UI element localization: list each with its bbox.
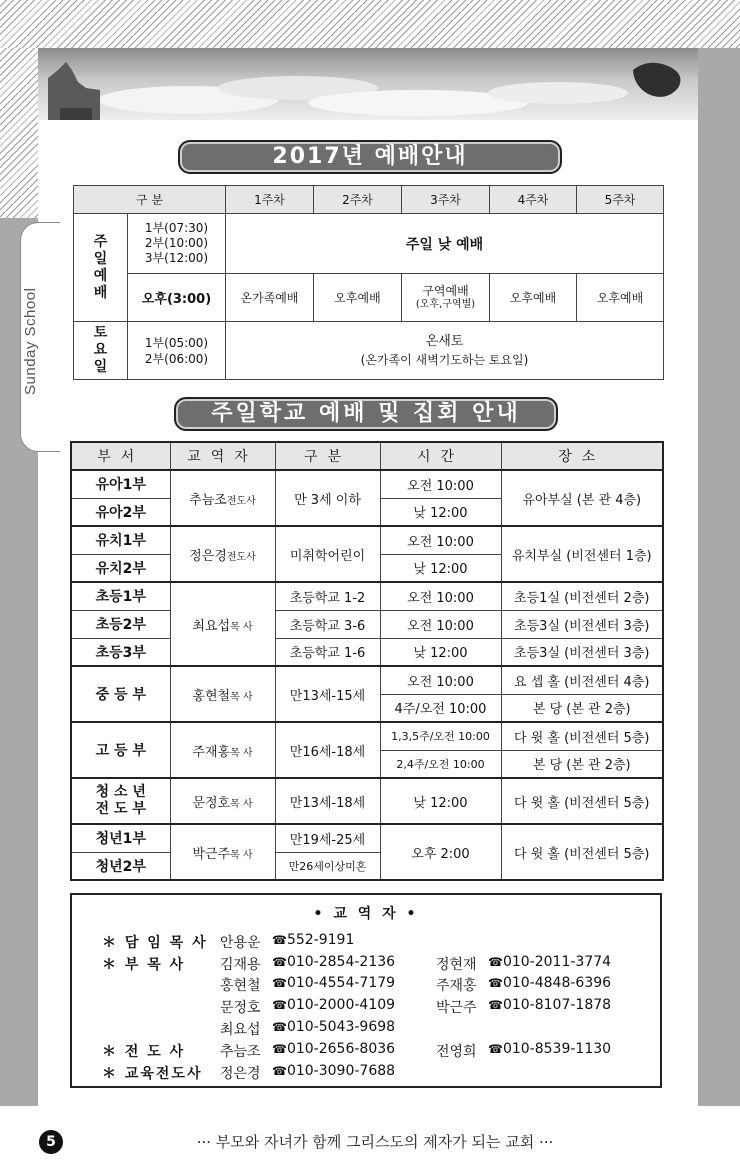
header-cell: 구 분	[74, 186, 226, 214]
staff-name: 주재홍	[436, 978, 477, 994]
place-cell: 다 윗 홀 (비전센터 5층)	[501, 722, 663, 750]
staff-row	[72, 975, 660, 997]
header-cell: 3주차	[402, 186, 490, 214]
staff-row	[72, 1063, 660, 1085]
table-row	[71, 610, 663, 638]
phone-icon: ☎	[272, 1020, 287, 1034]
place-cell: 초등3실 (비전센터 3층)	[501, 610, 663, 638]
side-label	[22, 359, 39, 395]
evening-cell: 온가족예배	[226, 274, 314, 322]
evening-time: 오후(3:00)	[128, 274, 226, 322]
dept-cell: 초등2부	[71, 610, 170, 638]
staff-row	[72, 1019, 660, 1041]
time-cell: 오전 10:00	[380, 582, 501, 610]
staff-phone: ☎010-8539-1130	[488, 1041, 612, 1057]
banner-clouds-illustration	[38, 48, 698, 120]
table-header-row	[74, 186, 664, 214]
header-cell: 2주차	[314, 186, 402, 214]
phone-icon: ☎	[272, 955, 287, 969]
place-cell: 요 셉 홀 (비전센터 4층)	[501, 666, 663, 694]
age-cell: 초등학교 3-6	[275, 610, 380, 638]
phone-icon: ☎	[488, 955, 503, 969]
staff-phone: ☎010-5043-9698	[272, 1019, 396, 1035]
staff-phone: ☎010-2656-8036	[272, 1041, 396, 1057]
table-row	[71, 638, 663, 666]
staff-row	[72, 1041, 660, 1063]
header-banner-image	[38, 48, 698, 120]
place-cell: 다 윗 홀 (비전센터 5층)	[501, 824, 663, 880]
dept-cell: 청년1부	[71, 824, 170, 852]
header-cell: 시간	[380, 442, 501, 470]
sunday-times: 1부(07:30) 2부(10:00) 3부(12:00)	[128, 214, 226, 274]
header-cell: 교역자	[170, 442, 275, 470]
dept-cell: 중 등 부	[71, 666, 170, 722]
place-cell: 유아부실 (본 관 4층)	[501, 470, 663, 526]
time-cell: 4주/오전 10:00	[380, 694, 501, 722]
footer-slogan: ··· 부모와 자녀가 함께 그리스도의 제자가 되는 교회 ···	[196, 1133, 554, 1151]
staff-row	[72, 932, 660, 954]
evening-cell: 오후예배	[577, 274, 664, 322]
time-cell: 낮 12:00	[380, 498, 501, 526]
dept-cell: 유치2부	[71, 554, 170, 582]
dept-cell: 고 등 부	[71, 722, 170, 778]
saturday-service: 온새토 (온가족이 새벽기도하는 토요일)	[226, 322, 664, 380]
sunday-school-table	[70, 441, 664, 881]
staff-name: 최요섭	[220, 1022, 261, 1038]
age-cell: 만 3세 이하	[275, 470, 380, 526]
time-cell: 낮 12:00	[380, 638, 501, 666]
staff-name: 정현재	[436, 957, 477, 973]
phone-icon: ☎	[272, 933, 287, 947]
time-cell: 오전 10:00	[380, 470, 501, 498]
time-cell: 오전 10:00	[380, 610, 501, 638]
table-row	[74, 274, 664, 322]
dept-cell: 초등3부	[71, 638, 170, 666]
time-cell: 오전 10:00	[380, 666, 501, 694]
time-cell: 낮 12:00	[380, 778, 501, 824]
time-cell: 2,4주/오전 10:00	[380, 750, 501, 778]
staff-phone: ☎010-2854-2136	[272, 954, 396, 970]
time-cell: 오후 2:00	[380, 824, 501, 880]
staff-name: 문정호	[220, 1000, 261, 1016]
table-row	[74, 214, 664, 274]
phone-icon: ☎	[488, 1042, 503, 1056]
table-row	[71, 470, 663, 498]
phone-icon: ☎	[272, 1042, 287, 1056]
dept-cell: 청년2부	[71, 852, 170, 880]
dept-cell: 초등1부	[71, 582, 170, 610]
place-cell: 유치부실 (비전센터 1층)	[501, 526, 663, 582]
staff-row	[72, 954, 660, 976]
teacher-cell: 주재홍목 사	[170, 722, 275, 778]
saturday-times: 1부(05:00) 2부(06:00)	[128, 322, 226, 380]
teacher-cell: 박근주목 사	[170, 824, 275, 880]
place-cell: 다 윗 홀 (비전센터 5층)	[501, 778, 663, 824]
phone-icon: ☎	[488, 976, 503, 990]
age-cell: 미취학어린이	[275, 526, 380, 582]
age-cell: 만19세-25세	[275, 824, 380, 852]
phone-icon: ☎	[272, 976, 287, 990]
phone-icon: ☎	[272, 1064, 287, 1078]
age-cell: 초등학교 1-6	[275, 638, 380, 666]
staff-phone: ☎552-9191	[272, 932, 355, 948]
phone-icon: ☎	[272, 998, 287, 1012]
time-cell: 오전 10:00	[380, 526, 501, 554]
staff-name: 홍현철	[220, 978, 261, 994]
place-cell: 본 당 (본 관 2층)	[501, 750, 663, 778]
time-cell: 1,3,5주/오전 10:00	[380, 722, 501, 750]
staff-name: 박근주	[436, 1000, 477, 1016]
dept-cell: 청 소 년 전 도 부	[71, 778, 170, 824]
staff-phone: ☎010-8107-1878	[488, 997, 612, 1013]
left-hatch-pattern	[0, 48, 38, 218]
header-cell: 1주차	[226, 186, 314, 214]
staff-row	[72, 997, 660, 1019]
staff-phone: ☎010-2000-4109	[272, 997, 396, 1013]
phone-icon: ☎	[488, 998, 503, 1012]
staff-name: 전영희	[436, 1044, 477, 1060]
place-cell: 본 당 (본 관 2층)	[501, 694, 663, 722]
header-cell: 부서	[71, 442, 170, 470]
place-cell: 초등1실 (비전센터 2층)	[501, 582, 663, 610]
dept-cell: 유아1부	[71, 470, 170, 498]
teacher-cell: 추늠조전도사	[170, 470, 275, 526]
header-cell: 5주차	[577, 186, 664, 214]
table-row	[74, 322, 664, 380]
age-cell: 만26세이상미혼	[275, 852, 380, 880]
staff-directory-box	[70, 893, 662, 1088]
staff-phone: ☎010-4554-7179	[272, 975, 396, 991]
teacher-cell: 최요섭목 사	[170, 582, 275, 666]
age-cell: 만13세-15세	[275, 666, 380, 722]
staff-role: ＊ 담 임 목 사	[102, 935, 208, 951]
staff-name: 안용운	[220, 935, 261, 951]
worship-guide-title: 2017년 예배안내	[178, 140, 562, 174]
teacher-cell: 홍현철목 사	[170, 666, 275, 722]
staff-name: 김재용	[220, 957, 261, 973]
staff-title: • 교 역 자 •	[313, 906, 419, 922]
staff-name: 추늠조	[220, 1044, 261, 1060]
header-cell: 4주차	[490, 186, 577, 214]
age-cell: 만16세-18세	[275, 722, 380, 778]
teacher-cell: 문정호목 사	[170, 778, 275, 824]
saturday-label: 토 요 일	[74, 322, 128, 380]
page-number: 5	[39, 1130, 63, 1154]
staff-phone: ☎010-3090-7688	[272, 1063, 396, 1079]
staff-phone: ☎010-2011-3774	[488, 954, 612, 970]
worship-schedule-table	[73, 185, 664, 380]
table-row	[71, 582, 663, 610]
staff-name: 정은경	[220, 1066, 261, 1082]
evening-cell: 구역예배 (오후,구역별)	[402, 274, 490, 322]
age-cell: 만13세-18세	[275, 778, 380, 824]
table-row	[71, 666, 663, 694]
age-cell: 초등학교 1-2	[275, 582, 380, 610]
evening-cell: 오후예배	[490, 274, 577, 322]
staff-phone: ☎010-4848-6396	[488, 975, 612, 991]
table-row	[71, 824, 663, 852]
time-cell: 낮 12:00	[380, 554, 501, 582]
top-hatch-pattern	[0, 0, 740, 48]
staff-role: ＊ 부 목 사	[102, 957, 186, 973]
place-cell: 초등3실 (비전센터 3층)	[501, 638, 663, 666]
sunday-label: 주 일 예 배	[74, 214, 128, 322]
table-row	[71, 778, 663, 824]
header-cell: 장소	[501, 442, 663, 470]
evening-cell: 오후예배	[314, 274, 402, 322]
staff-role: ＊ 교육전도사	[102, 1066, 203, 1082]
teacher-cell: 정은경전도사	[170, 526, 275, 582]
table-row	[71, 722, 663, 750]
dept-cell: 유아2부	[71, 498, 170, 526]
table-header-row	[71, 442, 663, 470]
dept-cell: 유치1부	[71, 526, 170, 554]
header-cell: 구분	[275, 442, 380, 470]
staff-role: ＊ 전 도 사	[102, 1044, 186, 1060]
sunday-school-title: 주일학교 예배 및 집회 안내	[174, 397, 558, 431]
sunday-service: 주일 낮 예배	[226, 214, 664, 274]
table-row	[71, 526, 663, 554]
